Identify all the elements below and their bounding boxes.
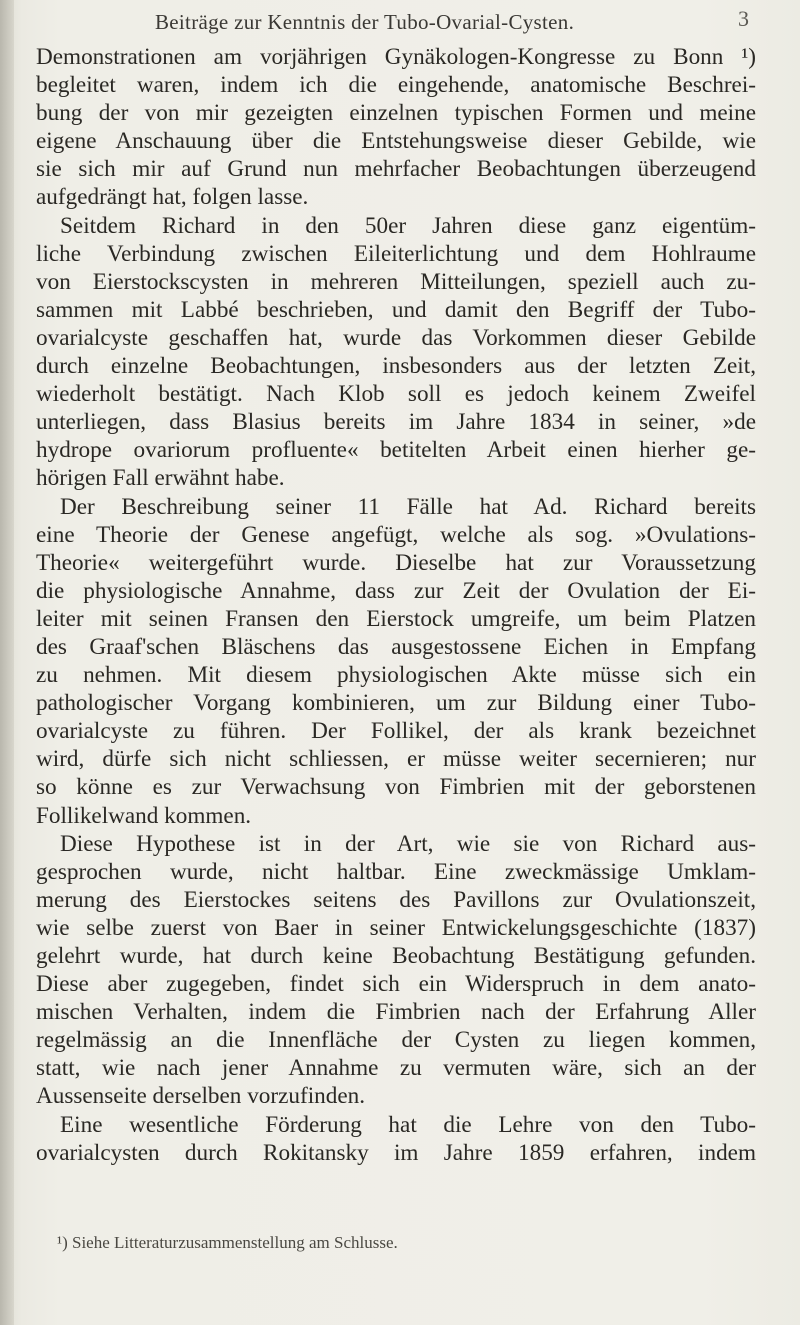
body-text (36, 43, 756, 1167)
page-binding-shadow (0, 0, 14, 1325)
text-line: wird, dürfe sich nicht schliessen, er müsse weiter secernieren; nur (36, 746, 756, 773)
text-line: regelmässig an die Innenfläche der Cysten zu liegen kommen, (36, 1027, 756, 1054)
running-head: Beiträge zur Kenntnis der Tubo-Ovarial-Cysten. (155, 10, 575, 34)
text-line: Diese aber zugegeben, findet sich ein Widerspruch in dem anato- (36, 971, 756, 998)
text-line: leiter mit seinen Fransen den Eierstock umgreife, um beim Platzen (36, 605, 756, 632)
text-line: ovarialcyste zu führen. Der Follikel, der als krank bezeichnet (36, 718, 756, 745)
text-line: statt, wie nach jener Annahme zu vermuten wäre, sich an der (36, 1055, 756, 1082)
text-line: gesprochen wurde, nicht haltbar. Eine zweckmässige Umklam- (36, 858, 756, 885)
paragraph-start-line: Der Beschreibung seiner 11 Fälle hat Ad. Richard bereits (60, 493, 756, 520)
text-line: wie selbe zuerst von Baer in seiner Entwickelungsgeschichte (1837) (36, 914, 756, 941)
paragraph-start-line: Eine wesentliche Förderung hat die Lehre von den Tubo- (60, 1111, 756, 1138)
text-line: die physiologische Annahme, dass zur Zeit der Ovulation der Ei- (36, 577, 756, 604)
text-line: eigene Anschauung über die Entstehungsweise dieser Gebilde, wie (36, 128, 756, 155)
text-line: eine Theorie der Genese angefügt, welche als sog. »Ovulations- (36, 521, 756, 548)
footnote: ¹) Siehe Litteraturzusammenstellung am Schlusse. (57, 1233, 398, 1252)
text-line: merung des Eierstockes seitens des Pavillons zur Ovulationszeit, (36, 886, 756, 913)
text-line: sie sich mir auf Grund nun mehrfacher Beobachtungen überzeugend (36, 156, 756, 183)
paragraph-start-line: Diese Hypothese ist in der Art, wie sie von Richard aus- (60, 830, 756, 857)
text-line: sammen mit Labbé beschrieben, und damit den Begriff der Tubo- (36, 296, 756, 323)
text-line: liche Verbindung zwischen Eileiterlichtung und dem Hohlraume (36, 240, 756, 267)
text-line: Demonstrationen am vorjährigen Gynäkologen-Kongresse zu Bonn ¹) (36, 44, 756, 70)
text-line: gelehrt wurde, hat durch keine Beobachtung Bestätigung gefunden. (36, 943, 756, 969)
text-line: pathologischer Vorgang kombinieren, um zur Bildung einer Tubo- (36, 690, 756, 717)
text-line: von Eierstockscysten in mehreren Mitteilungen, speziell auch zu- (36, 268, 756, 295)
text-line: aufgedrängt hat, folgen lasse. (36, 184, 309, 211)
text-line: ovarialcyste geschaffen hat, wurde das Vorkommen dieser Gebilde (36, 324, 756, 351)
paragraph-start-line: Seitdem Richard in den 50er Jahren diese ganz eigentüm- (60, 212, 756, 239)
text-line: zu nehmen. Mit diesem physiologischen Akte müsse sich ein (36, 662, 756, 689)
text-line: Follikelwand kommen. (36, 802, 252, 829)
text-line: hörigen Fall erwähnt habe. (36, 465, 285, 492)
text-line: bung der von mir gezeigten einzelnen typischen Formen und meine (36, 100, 756, 127)
text-line: begleitet waren, indem ich die eingehende, anatomische Beschrei- (36, 72, 756, 99)
text-line: Theorie« weitergeführt wurde. Dieselbe hat zur Voraussetzung (36, 549, 756, 576)
text-line: unterliegen, dass Blasius bereits im Jahre 1834 in seiner, »de (36, 409, 756, 436)
text-line: des Graaf'schen Bläschens das ausgestossene Eichen in Empfang (36, 633, 756, 660)
text-line: durch einzelne Beobachtungen, insbesonders aus der letzten Zeit, (36, 353, 756, 380)
text-line: hydrope ovariorum profluente« betitelten Arbeit einen hierher ge- (36, 437, 756, 464)
text-line: Aussenseite derselben vorzufinden. (36, 1083, 366, 1110)
text-line: ovarialcysten durch Rokitansky im Jahre 1859 erfahren, indem (36, 1139, 756, 1166)
text-line: mischen Verhalten, indem die Fimbrien nach der Erfahrung Aller (36, 999, 756, 1026)
text-line: so könne es zur Verwachsung von Fimbrien mit der geborstenen (36, 774, 756, 801)
text-line: wiederholt bestätigt. Nach Klob soll es jedoch keinem Zweifel (36, 381, 756, 408)
page-number: 3 (738, 6, 749, 31)
